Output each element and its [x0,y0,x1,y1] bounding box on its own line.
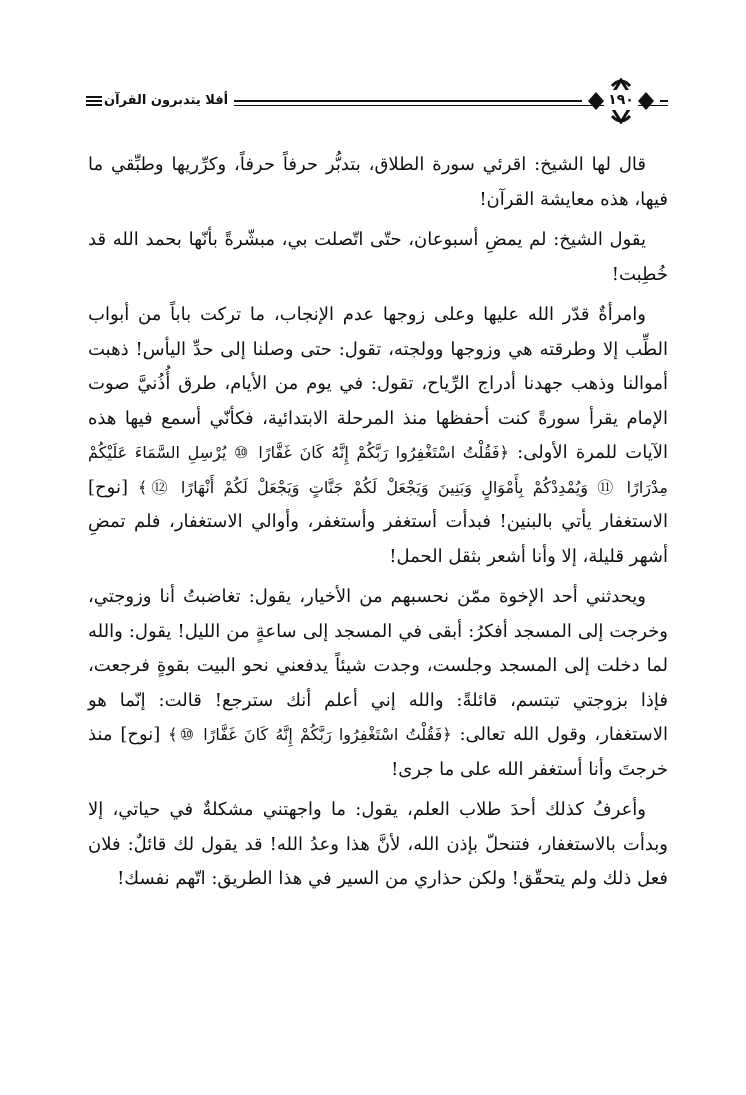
page-header [88,78,668,124]
paragraph-text: وأعرفُ كذلك أحدَ طلاب العلم، يقول: ما واجهتني مشكلةٌ في حياتي، إلا وبدأت بالاستغفار، فتنحلّ بإذن الله، لأنَّ هذا وعدُ الله! قد يقول لك قائلٌ: فلان فعل ذلك ولم يتحقّق! ولكن حذاري من السير في هذا الطريق: اتّهم نفسك! [88,799,668,889]
title-bars-ornament [86,96,102,106]
paragraph-text: ويحدثني أحد الإخوة ممّن نحسبهم من الأخيار، يقول: تغاضبتُ أنا وزوجتي، وخرجت إلى المسجد أفكرُ: أبقى في المسجد إلى ساعةٍ من الليل! يقول: والله لما دخلت إلى المسجد وجلست، وجدت شيئاً يدفعني نحو البيت بقوةٍ فرجعت، فإذا بزوجتي تبتسم، قائلةً: والله إني أعلم أنك سترجع! قالت: إنّما هو الاستغفار، وقول الله تعالى: [88,586,668,745]
paragraph-text: [نوح] منذ خرجتَ وأنا أستغفر الله على ما جرى! [88,724,668,780]
page-number: ١٩٠ [604,90,638,110]
quran-verse: ﴿فَقُلْتُ اسْتَغْفِرُوا رَبَّكُمْ إِنَّهُ كَانَ غَفَّارًا ⑩﴾ [168,725,452,744]
paragraph [88,298,668,574]
paragraph-text: الاستغفار يأتي بالبنين! فبدأت أستغفر وأستغفر، وأوالي الاستغفار، فلم تمضِ أشهر قليلة، إلا وأنا أشعر بثقل الحمل! [88,511,668,567]
quran-verse: ﴿فَقُلْتُ اسْتَغْفِرُوا رَبَّكُمْ إِنَّهُ كَانَ غَفَّارًا ⑩ يُرْسِلِ السَّمَاءَ عَلَيْكُمْ مِدْرَارًا ⑪ وَيُمْدِدْكُمْ بِأَمْوَالٍ وَبَنِينَ وَيَجْعَلْ لَكُمْ جَنَّاتٍ وَيَجْعَلْ لَكُمْ أَنْهَارًا ⑫﴾ [88,443,668,497]
verse-reference: [نوح] [88,476,128,498]
paragraph [88,580,668,787]
paragraph [88,223,668,292]
paragraph-text: يقول الشيخ: لم يمضِ أسبوعان، حتّى اتّصلت بي، مبشّرةً بأنّها بحمد الله قد خُطِبت! [88,229,668,285]
paragraph [88,793,668,897]
paragraph-text: قال لها الشيخ: اقرئي سورة الطلاق، بتدبُّر حرفاً حرفاً، وكرِّريها وطبِّقي ما فيها، هذه معايشة القرآن! [88,154,668,210]
page-body [88,148,668,903]
paragraph-text: وامرأةٌ قدّر الله عليها وعلى زوجها عدم الإنجاب، ما تركت باباً من أبواب الطِّب إلا وطرقته هي وزوجها وولجته، تقول: حتى وصلنا إلى حدِّ اليأس! ذهبت أموالنا وذهب جهدنا أدراج الرِّياح، تقول: في يوم من الأيام، طرق أُذُنيَّ صوت الإمام يقرأ سورةً كنت أحفظها منذ المرحلة الابتدائية، فكأنّي أسمع فيها هذه الآيات للمرة الأولى: [88,304,669,463]
running-title: أفلا يتدبرون القرآن [98,91,234,111]
paragraph [88,148,668,217]
